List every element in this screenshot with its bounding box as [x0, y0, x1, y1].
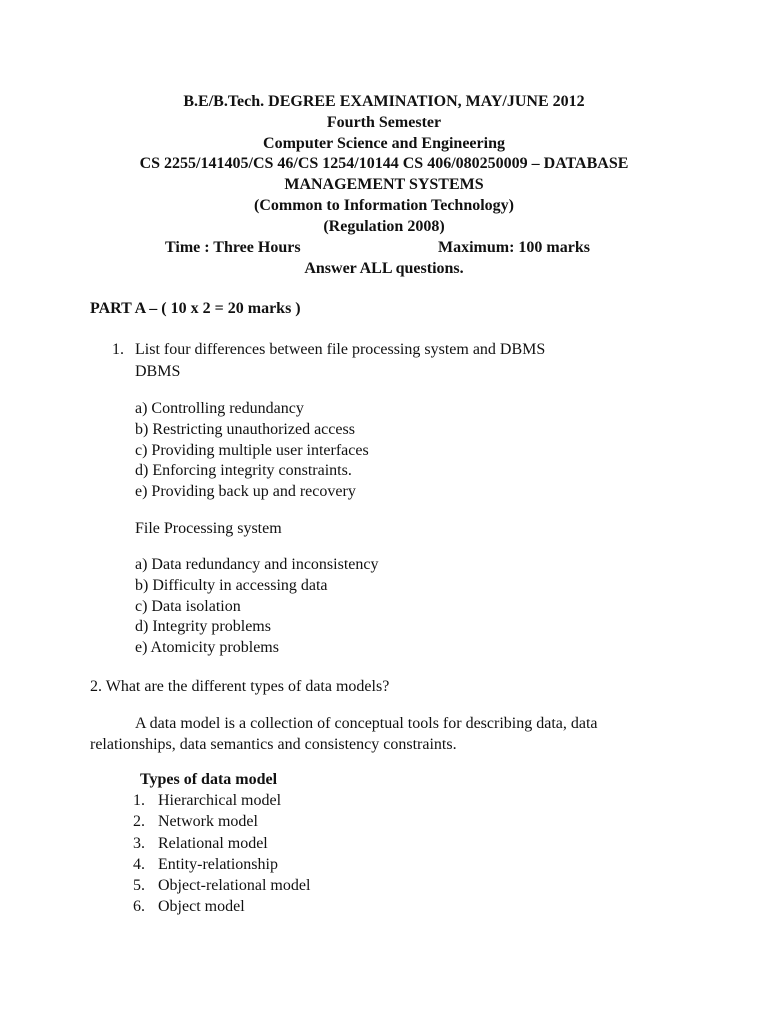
exam-time: Time : Three Hours — [165, 238, 301, 256]
question-1-text: List four differences between file processing system and DBMS — [135, 341, 546, 358]
question-1-number: 1. — [112, 341, 124, 358]
time-marks-row — [0, 238, 768, 259]
answer-line-1: A data model is a collection of conceptual tools for describing data, data — [135, 715, 598, 732]
exam-title: B.E/B.Tech. DEGREE EXAMINATION, MAY/JUNE 2012 — [183, 93, 585, 110]
fps-heading: File Processing system — [135, 520, 282, 537]
list-item: b) Difficulty in accessing data — [135, 576, 328, 594]
list-item: e) Providing back up and recovery — [135, 483, 356, 501]
list-item: d) Integrity problems — [135, 618, 271, 636]
regulation: (Regulation 2008) — [323, 217, 445, 235]
common-to: (Common to Information Technology) — [253, 196, 514, 214]
list-item: c) Data isolation — [135, 597, 241, 615]
maximum-marks: Maximum: 100 marks — [438, 238, 590, 256]
list-item: b) Restricting unauthorized access — [135, 420, 355, 438]
dbms-heading: DBMS — [135, 363, 181, 380]
department: Computer Science and Engineering — [263, 134, 505, 152]
list-item: e) Atomicity problems — [135, 639, 279, 657]
course-codes: CS 2255/141405/CS 46/CS 1254/10144 CS 406/080250009 – DATABASE — [139, 155, 629, 173]
exam-page: B.E/B.Tech. DEGREE EXAMINATION, MAY/JUNE 2012 Fourth Semester Computer Science and Engineering CS 2255/141405/CS 46/CS 1254/10144 CS 406/080250009 – DATABASE MANAGEMENT SYSTEMS (Common to Information Technology) (Regulation 2008) Time : Three Hours Maximum: 100 marks Answer ALL questions. PART A – ( 10 x 2 = 20 marks ) 1. List four differences between file processing system and DBMS DBMS a) Controlling redundancy b) Restricting unauthorized access c) Providing multiple user interfaces d) Enforcing integrity constraints. e) Providing back up and recovery File Processing system a) Data redundancy and inconsistency b) Difficulty in accessing data c) Data isolation d) Integrity problems e) Atomicity problems 2. What are the different types of data models? A data model is a collection of conceptual tools for describing data, data relationships, data semantics and consistency constraints. Types of data model 1. Hierarchical model 2. Network model 3. Relational model 4. Entity-relationship 5. Object-relational model 6. Object model — [0, 0, 768, 1024]
semester: Fourth Semester — [326, 113, 442, 131]
list-item: c) Providing multiple user interfaces — [135, 441, 369, 459]
course-name: MANAGEMENT SYSTEMS — [284, 176, 484, 194]
list-item: d) Enforcing integrity constraints. — [135, 462, 352, 480]
dbms-list — [135, 399, 369, 503]
instruction: Answer ALL questions. — [304, 259, 464, 277]
question-2-text: 2. What are the different types of data models? — [90, 678, 390, 695]
list-item: a) Controlling redundancy — [135, 400, 304, 417]
fps-list — [135, 555, 378, 659]
part-a-title: PART A – ( 10 x 2 = 20 marks ) — [90, 300, 301, 317]
exam-header — [0, 92, 768, 279]
list-item: a) Data redundancy and inconsistency — [135, 556, 379, 573]
types-heading: Types of data model — [140, 771, 278, 788]
answer-line-2: relationships, data semantics and consistency constraints. — [90, 736, 457, 753]
